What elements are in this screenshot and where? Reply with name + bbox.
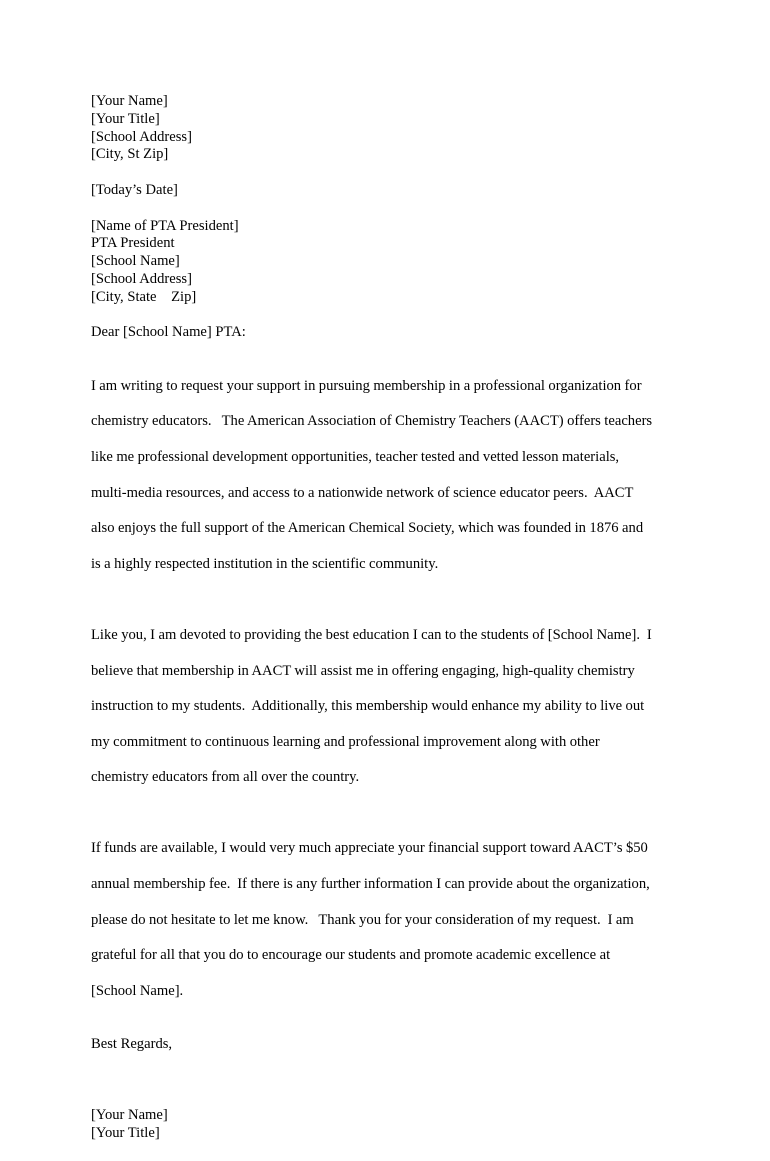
paragraph-line: like me professional development opportunities, teacher tested and vetted lesson materials, [91,448,620,465]
paragraph-line: instruction to my students. Additionally, this membership would enhance my ability to live out [91,698,645,715]
sender-name: [Your Name] [91,93,168,109]
paragraph-line: also enjoys the full support of the American Chemical Society, which was founded in 1876 and [91,520,644,537]
recipient-address: [School Address] [91,270,192,287]
date-block [91,182,691,200]
closing-block [91,1036,691,1054]
paragraph-line: chemistry educators from all over the country. [91,769,360,786]
paragraph-line: chemistry educators. The American Association of Chemistry Teachers (AACT) offers teachers [91,413,653,430]
paragraph-line: grateful for all that you do to encourage our students and promote academic excellence at [91,947,611,964]
paragraph-line: I am writing to request your support in pursuing membership in a professional organization for [91,377,642,394]
paragraph-line: believe that membership in AACT will assist me in offering engaging, high-quality chemistry [91,662,635,679]
signature-title: [Your Title] [91,1125,160,1142]
recipient-school: [School Name] [91,253,180,270]
sender-address: [School Address] [91,128,192,145]
paragraph-2 [91,609,691,805]
paragraph-1 [91,360,691,591]
paragraph-line: please do not hesitate to let me know. Thank you for your consideration of my request. I am [91,911,634,928]
paragraph-line: is a highly respected institution in the scientific community. [91,555,439,572]
paragraph-line: annual membership fee. If there is any further information I can provide about the organization, [91,876,650,893]
paragraph-line: multi-media resources, and access to a nationwide network of science educator peers. AACT [91,484,634,501]
signature-block [91,1107,691,1143]
paragraph-line: Like you, I am devoted to providing the best education I can to the students of [School Name]. I [91,626,652,643]
salutation: Dear [School Name] PTA: [91,324,246,341]
recipient-role: PTA President [91,235,175,252]
paragraph-line: If funds are available, I would very much appreciate your financial support toward AACT’s $50 [91,840,648,857]
sender-city: [City, St Zip] [91,146,169,163]
recipient-block [91,218,691,307]
paragraph-line: my commitment to continuous learning and professional improvement along with other [91,733,600,750]
letter-body [91,93,691,1161]
salutation-block [91,324,691,342]
recipient-name: [Name of PTA President] [91,217,239,234]
recipient-city: [City, State Zip] [91,288,197,305]
sender-block [91,93,691,164]
letter-date: [Today’s Date] [91,181,178,198]
sender-title: [Your Title] [91,110,160,127]
paragraph-3 [91,823,691,1019]
paragraph-line: [School Name]. [91,982,184,999]
signature-name: [Your Name] [91,1107,168,1124]
closing: Best Regards, [91,1036,173,1053]
